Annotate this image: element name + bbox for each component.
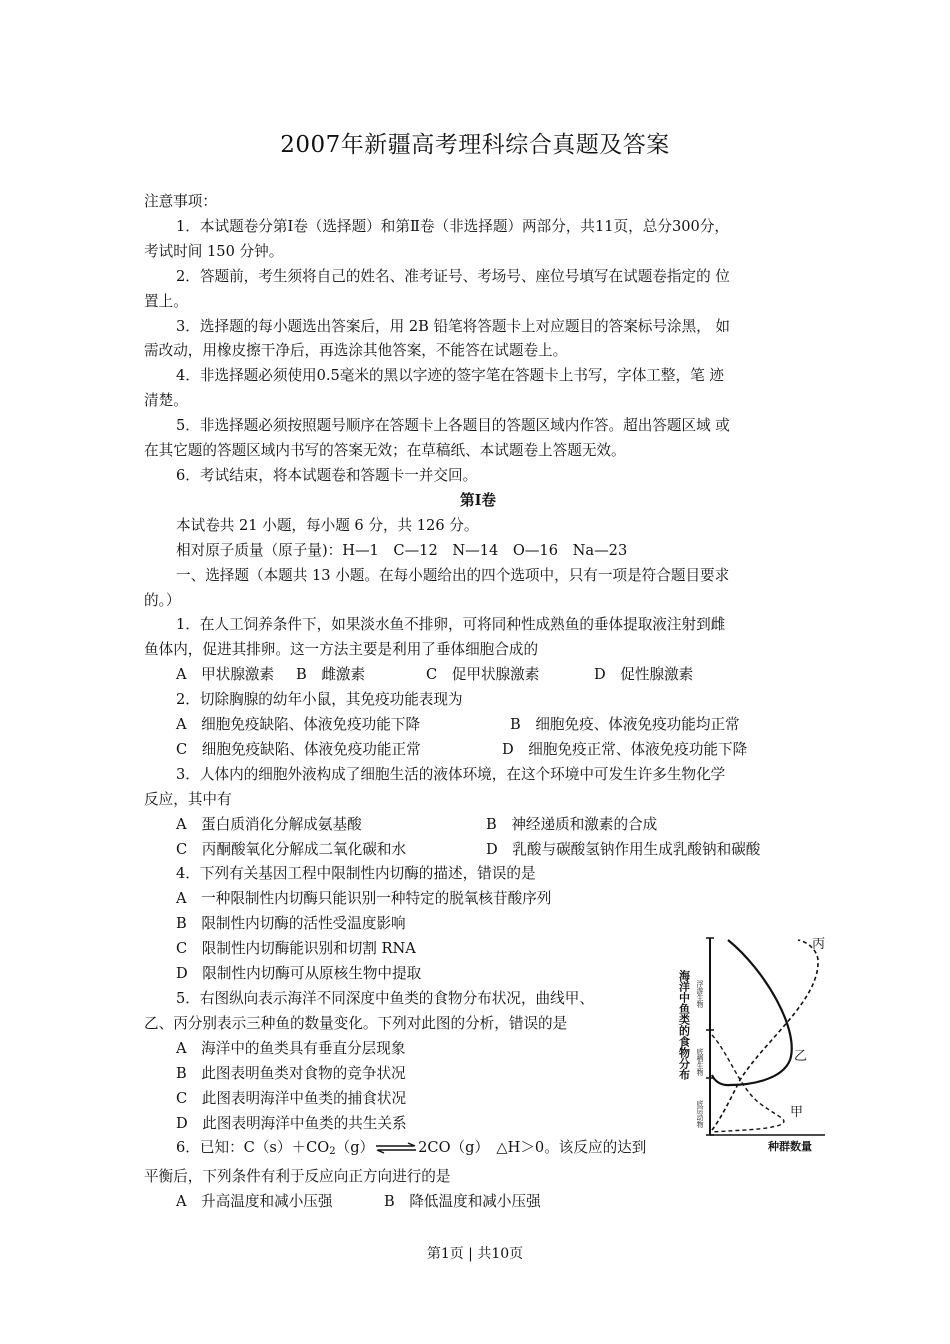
q2-option-b: B 细胞免疫、体液免疫功能均正常: [510, 716, 740, 734]
part-heading-line-1: 一、选择题（本题共 13 小题。在每小题给出的四个选项中，只有一项是符合题目要求: [176, 566, 730, 584]
figure-y-axis-label: 海洋中鱼类的食物分布: [677, 970, 691, 1080]
note-2-line-2: 置上。: [144, 292, 188, 310]
note-3-line-1: 3．选择题的每小题选出答案后，用 2B 铅笔将答题卡上对应题目的答案标号涂黑， 如: [176, 317, 730, 335]
q2-option-c: C 细胞免疫缺陷、体液免疫功能正常: [176, 740, 421, 758]
q3-option-a: A 蛋白质消化分解成氨基酸: [176, 815, 362, 833]
q1-options: [144, 663, 812, 688]
q6-stem-b: （g）: [335, 1139, 375, 1157]
q2-option-d: D 细胞免疫正常、体液免疫功能下降: [502, 740, 748, 758]
page-footer: 第1页 | 共10页: [426, 1246, 524, 1262]
q1-option-d: D 促性腺激素: [594, 666, 694, 684]
q4-option-a: A 一种限制性内切酶只能识别一种特定的脱氧核苷酸序列: [176, 890, 552, 908]
q5-option-d: D 此图表明海洋中鱼类的共生关系: [176, 1114, 407, 1132]
q5-option-a: A 海洋中的鱼类具有垂直分层现象: [176, 1039, 406, 1057]
q1-option-b: B 雌激素: [296, 666, 366, 684]
section-info: 本试卷共 21 小题，每小题 6 分，共 126 分。: [176, 516, 479, 534]
q2-options-row-1: [144, 713, 812, 738]
q5-option-c: C 此图表明海洋中鱼类的捕食状况: [176, 1089, 407, 1107]
note-2-line-1: 2．答题前，考生须将自己的姓名、准考证号、考场号、座位号填写在试题卷指定的 位: [176, 267, 730, 285]
q1-option-a: A 甲状腺激素: [176, 666, 275, 684]
figure-layer-label-1: 浮游生物: [696, 980, 704, 1008]
note-4-line-2: 清楚。: [144, 392, 188, 410]
q1-stem-line-1: 1．在人工饲养条件下，如果淡水鱼不排卵，可将同种性成熟鱼的垂体提取液注射到雌: [176, 616, 726, 634]
note-5-line-1: 5．非选择题必须按照题号顺序在答题卡上各题目的答题区域内作答。超出答题区域 或: [176, 417, 730, 435]
q4-option-c: C 限制性内切酶能识别和切割 RNA: [176, 940, 416, 958]
note-5-line-2: 在其它题的答题区域内书写的答案无效；在草稿纸、本试题卷上答题无效。: [144, 442, 626, 460]
q6-option-a: A 升高温度和减小压强: [176, 1193, 333, 1211]
equilibrium-arrow-icon: [374, 1142, 418, 1154]
q3-stem-line-2: 反应，其中有: [144, 790, 232, 808]
page-title: 2007年新疆高考理科综合真题及答案: [280, 132, 670, 158]
q6-stem-c: 2CO（g） △H＞0。该反应的达到: [418, 1139, 647, 1157]
q1-option-c: C 促甲状腺激素: [426, 666, 540, 684]
q5-stem-line-1: 5．右图纵向表示海洋不同深度中鱼类的食物分布状况，曲线甲、: [176, 990, 594, 1007]
q3-stem-line-1: 3．人体内的细胞外液构成了细胞生活的液体环境，在这个环境中可发生许多生物化学: [176, 765, 726, 783]
q3-option-d: D 乳酸与碳酸氢钠作用生成乳酸钠和碳酸: [486, 840, 761, 858]
q2-options-row-2: [144, 738, 812, 763]
note-1-line-2: 考试时间 150 分钟。: [144, 242, 284, 260]
part-heading-line-2: 的。）: [144, 591, 181, 609]
note-4-line-1: 4．非选择题必须使用0.5毫米的黑以字迹的签字笔在答题卡上书写，字体工整，笔 迹: [176, 367, 724, 385]
q6-stem-sub: 2: [329, 1146, 336, 1158]
fish-distribution-figure: [670, 930, 830, 1155]
q6-options: [144, 1190, 812, 1215]
q6-option-b: B 降低温度和减小压强: [384, 1193, 541, 1211]
atomic-mass: 相对原子质量（原子量)：H—1 C—12 N—14 O—16 Na—23: [176, 541, 628, 559]
q4-option-b: B 限制性内切酶的活性受温度影响: [176, 915, 406, 933]
note-6: 6．考试结束，将本试题卷和答题卡一并交回。: [176, 466, 478, 484]
notes-heading: 注意事项：: [144, 193, 217, 210]
q5-stem-line-2: 乙、丙分别表示三种鱼的数量变化。下列对此图的分析，错误的是: [144, 1014, 568, 1032]
q2-stem: 2．切除胸腺的幼年小鼠，其免疫功能表现为: [176, 691, 463, 709]
figure-layer-label-2: 底栖生物: [696, 1048, 704, 1076]
q3-options-row-2: [144, 838, 812, 863]
section-heading: 第Ⅰ卷: [459, 491, 496, 509]
q5-option-b: B 此图表明鱼类对食物的竞争状况: [176, 1064, 406, 1082]
q4-stem: 4．下列有关基因工程中限制性内切酶的描述，错误的是: [176, 865, 536, 883]
figure-curve-bing: [712, 940, 818, 1130]
figure-layer-label-3: 底层动物: [696, 1100, 704, 1128]
figure-curve-label-bing: 丙: [812, 937, 826, 952]
figure-curve-label-jia: 甲: [790, 1105, 804, 1120]
q3-options-row-1: [144, 813, 812, 838]
q3-option-c: C 丙酮酸氧化分解成二氧化碳和水: [176, 840, 407, 858]
q4-option-d: D 限制性内切酶可从原核生物中提取: [176, 965, 422, 983]
q2-option-a: A 细胞免疫缺陷、体液免疫功能下降: [176, 716, 421, 734]
q6-stem-line-2: 平衡后，下列条件有利于反应向正方向进行的是: [144, 1168, 451, 1186]
q1-stem-line-2: 鱼体内，促进其排卵。这一方法主要是利用了垂体细胞合成的: [144, 641, 539, 659]
q3-option-b: B 神经递质和激素的合成: [486, 815, 658, 833]
figure-x-axis-label: 种群数量: [768, 1140, 812, 1153]
figure-curve-label-yi: 乙: [794, 1049, 808, 1064]
q6-stem-a: 6．已知：C（s）＋CO: [176, 1139, 330, 1157]
note-1-line-1: 1．本试题卷分第Ⅰ卷（选择题）和第Ⅱ卷（非选择题）两部分，共11页，总分300分，: [176, 217, 729, 235]
note-3-line-2: 需改动，用橡皮擦干净后，再选涂其他答案，不能答在试题卷上。: [144, 342, 568, 360]
